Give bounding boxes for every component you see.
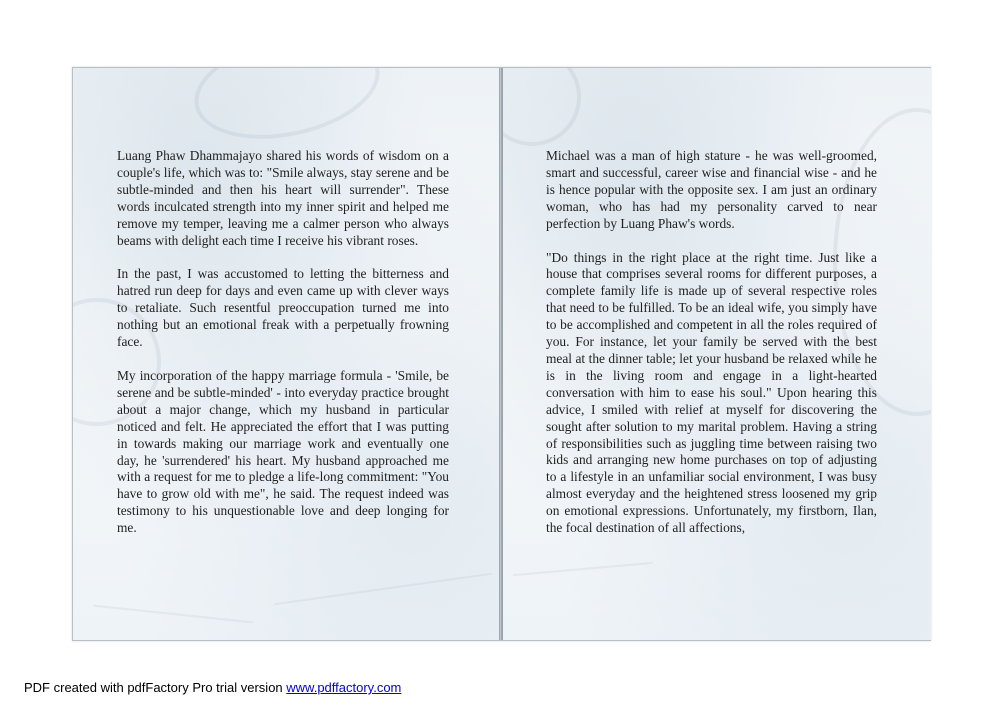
watermark-decoration (217, 78, 238, 130)
left-page-text (117, 148, 449, 554)
paragraph: Luang Phaw Dhammajayo shared his words of wisdom on a couple's life, which was to: "Smile always, stay serene and be subtle-minded and then his heart will surrender". These words inculcated strength into my inner spirit and helped me remove my temper, leaving me a calmer person who always beams with delight each time I receive his vibrant roses. (117, 148, 449, 248)
stamp-decoration (185, 68, 389, 154)
left-page (73, 68, 500, 640)
scribble-decoration (93, 605, 252, 624)
book-spread (72, 67, 931, 641)
pdf-footer (24, 680, 401, 695)
paragraph: Michael was a man of high stature - he was well-groomed, smart and successful, career wise and financial wise - and he is hence popular with the opposite sex. I am just an ordinary woman, who has had my personality carved to near perfection by Luang Phaw's words. (546, 148, 877, 231)
footer-text: PDF created with pdfFactory Pro trial version (24, 680, 287, 695)
scribble-decoration (513, 562, 653, 576)
paragraph: "Do things in the right place at the right time. Just like a house that comprises several rooms for different purposes, a complete family life is made up of several respective roles that need to be fulfilled. To be an ideal wife, you simply have to be accomplished and competent in all the roles required of you. For instance, let your family be served with the best meal at the dinner table; let your husband be relaxed while he is in the living room and engage in a light-hearted conversation with him to ease his soul." Upon hearing this advice, I smiled with relief at myself for discovering the sought after solution to my marital problem. Having a string of responsibilities such as juggling time between raising two kids and arranging new home purchases on top of adjusting to a lifestyle in an unfamiliar social environment, I was busy almost everyday and the heightened stress loosened my grip on emotional expressions. Unfortunately, my firstborn, Ilan, the focal destination of all affections, (546, 249, 877, 536)
paragraph: My incorporation of the happy marriage formula - 'Smile, be serene and be subtle-minded' - into everyday practice brought about a major change, which my husband in particular noticed and felt. He appreciated the effort that I was putting in towards making our marriage work and eventually one day, he 'surrendered' his heart. My husband approached me with a request for me to pledge a life-long commitment: "You have to grow old with me", he said. The request indeed was testimony to his unquestionable love and deep longing for me. (117, 367, 449, 536)
right-page-text (546, 148, 877, 554)
paragraph: In the past, I was accustomed to letting the bitterness and hatred run deep for days and even came up with clever ways to retaliate. Such resentful preoccupation turned me into nothing but an emotional freak with a perpetually frowning face. (117, 266, 449, 350)
pdffactory-link[interactable]: www.pdffactory.com (286, 680, 402, 695)
scribble-decoration (274, 573, 492, 606)
stamp-decoration (502, 68, 581, 146)
right-page (502, 68, 931, 640)
